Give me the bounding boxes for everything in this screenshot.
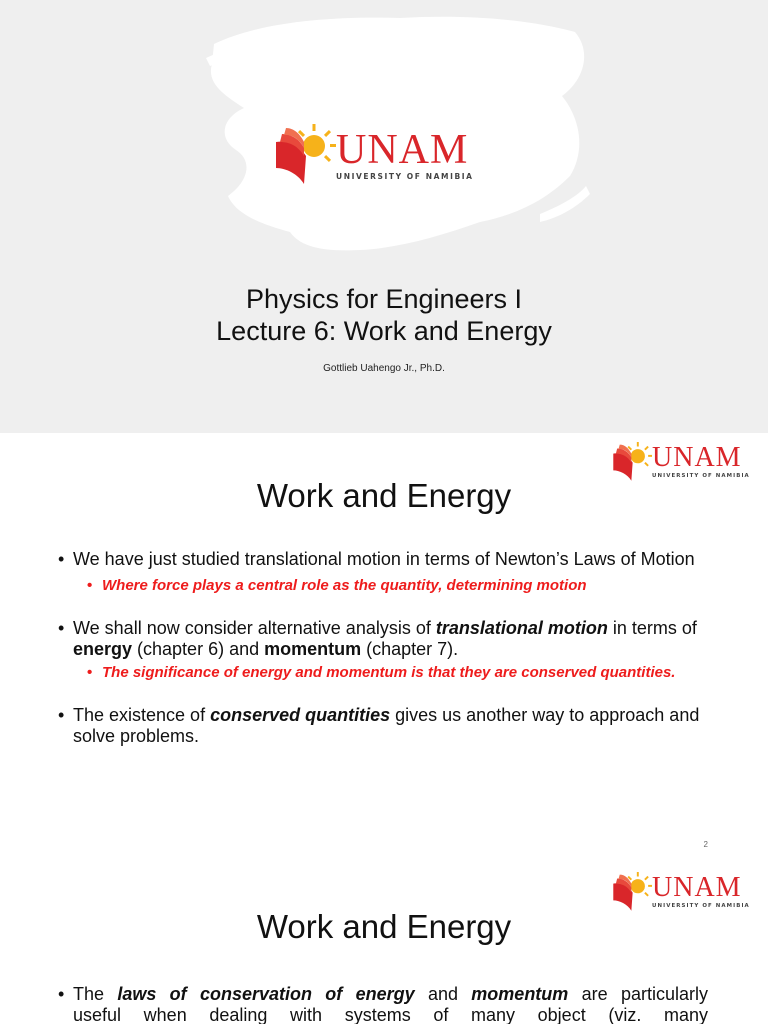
emphasis-text: translational motion: [435, 618, 608, 638]
author-name: Gottlieb Uahengo Jr., Ph.D.: [323, 363, 445, 374]
book-sun-icon: [274, 122, 336, 188]
bullet-item: • We shall now consider alternative analysis of translational motion in terms of energy (chapter 6) and momentum (chapter 7).: [58, 618, 697, 659]
bullet-list: [58, 549, 708, 747]
bullet-list: [58, 984, 708, 1024]
emphasis-text: momentum: [264, 639, 362, 659]
logo-subtitle: UNIVERSITY OF NAMIBIA: [652, 473, 750, 480]
bullet-dot: •: [58, 549, 65, 569]
bullet-item: • We have just studied translational motion in terms of Newton’s Laws of Motion: [58, 549, 695, 569]
bullet-continuation: useful when dealing with systems of many object (viz. many: [73, 1005, 708, 1024]
bullet-dot: •: [58, 984, 65, 1004]
logo-wordmark: UNAM: [652, 442, 742, 474]
logo-subtitle: UNIVERSITY OF NAMIBIA: [652, 903, 750, 910]
lecture-subtitle: Lecture 6: Work and Energy: [216, 316, 552, 346]
bullet-item: • The existence of conserved quantities gives us another way to approach and solve problems.: [58, 705, 700, 746]
emphasis-text: laws of conservation of energy: [117, 984, 415, 1004]
lecture-title: [0, 283, 768, 347]
emphasis-text: conserved quantities: [210, 705, 391, 725]
bullet-item: • The laws of conservation of energy and momentum are particularly: [58, 984, 708, 1004]
slide-heading: Work and Energy: [256, 908, 512, 945]
unam-logo: [274, 122, 474, 188]
sub-bullet-item: • Where force plays a central role as the quantity, determining motion: [87, 577, 587, 594]
logo-wordmark: UNAM: [652, 872, 742, 904]
course-title: Physics for Engineers I: [245, 284, 523, 314]
bullet-dot: •: [87, 577, 93, 594]
content-slide-2: [0, 433, 768, 856]
logo-wordmark: UNAM: [336, 127, 469, 174]
logo-subtitle: UNIVERSITY OF NAMIBIA: [336, 172, 474, 182]
emphasis-text: momentum: [471, 984, 569, 1004]
slide-heading: Work and Energy: [256, 477, 512, 514]
title-slide: [0, 0, 768, 433]
bullet-dot: •: [87, 664, 93, 681]
bullet-dot: •: [58, 705, 65, 725]
content-slide-3: [0, 856, 768, 1024]
page-number: 2: [703, 840, 708, 849]
sub-bullet-item: • The significance of energy and momentum is that they are conserved quantities.: [87, 664, 676, 681]
emphasis-text: energy: [73, 639, 133, 659]
bullet-dot: •: [58, 618, 65, 638]
